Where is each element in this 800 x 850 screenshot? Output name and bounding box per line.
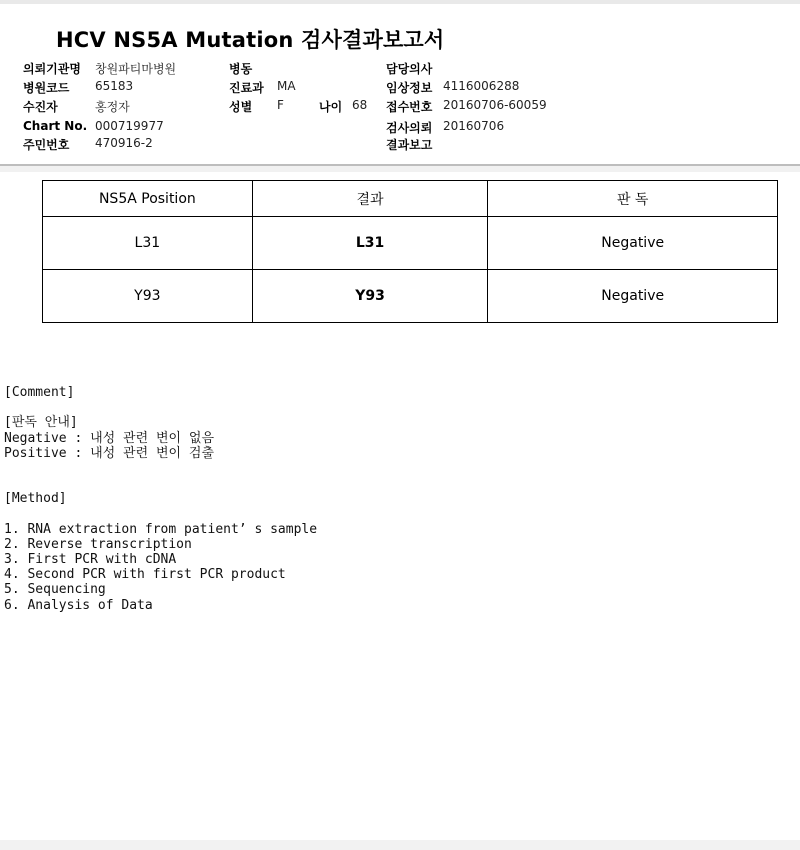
id-label: 주민번호 bbox=[23, 138, 70, 152]
method-step: 1. RNA extraction from patient’ s sample bbox=[4, 522, 318, 537]
method-step: 2. Reverse transcription bbox=[4, 537, 192, 552]
recipient-value: 홍정자 bbox=[95, 100, 130, 114]
hospital-label: 의뢰기관명 bbox=[23, 62, 81, 76]
column-header-result: 결과 bbox=[252, 181, 488, 217]
result-cell: Y93 bbox=[252, 270, 488, 323]
request-field bbox=[386, 119, 505, 136]
negative-guide: Negative : 내성 관련 변이 없음 bbox=[4, 431, 215, 446]
code-value: 65183 bbox=[95, 79, 134, 93]
hospital-value: 창원파티마병원 bbox=[95, 62, 177, 76]
age-field bbox=[319, 98, 368, 115]
clinical-value: 4116006288 bbox=[443, 79, 520, 93]
method-step: 5. Sequencing bbox=[4, 582, 106, 597]
sex-label: 성별 bbox=[229, 100, 253, 114]
chart-field bbox=[23, 119, 164, 133]
interpretation-cell: Negative bbox=[488, 270, 778, 323]
receipt-value: 20160706-60059 bbox=[443, 98, 547, 112]
ward-field bbox=[229, 60, 252, 77]
positive-guide: Positive : 내성 관련 변이 검출 bbox=[4, 446, 215, 461]
method-step: 3. First PCR with cDNA bbox=[4, 552, 177, 567]
doctor-field bbox=[386, 60, 432, 77]
sex-value: F bbox=[277, 98, 284, 112]
recipient-field bbox=[23, 98, 130, 115]
bottom-strip bbox=[0, 840, 800, 850]
position-cell: L31 bbox=[43, 217, 253, 270]
request-label: 검사의뢰 bbox=[386, 121, 433, 135]
id-value: 470916-2 bbox=[95, 136, 153, 150]
method-step: 4. Second PCR with first PCR product bbox=[4, 567, 286, 582]
clinical-label: 임상정보 bbox=[386, 81, 433, 95]
hospital-field bbox=[23, 60, 177, 77]
id-field bbox=[23, 136, 153, 153]
report-date-label: 결과보고 bbox=[386, 138, 433, 152]
report-date-field bbox=[386, 136, 432, 153]
header-shadow bbox=[0, 166, 800, 172]
code-label: 병원코드 bbox=[23, 81, 70, 95]
clinical-field bbox=[386, 79, 520, 96]
doctor-label: 담당의사 bbox=[386, 62, 433, 76]
chart-value: 000719977 bbox=[95, 119, 164, 133]
age-label: 나이 bbox=[319, 100, 343, 114]
request-value: 20160706 bbox=[443, 119, 505, 133]
position-cell: Y93 bbox=[43, 270, 253, 323]
chart-label: Chart No. bbox=[23, 119, 88, 133]
table-row bbox=[43, 217, 778, 270]
method-step: 6. Analysis of Data bbox=[4, 598, 153, 613]
report-title: HCV NS5A Mutation 검사결과보고서 bbox=[56, 28, 445, 52]
recipient-label: 수진자 bbox=[23, 100, 58, 114]
table-row bbox=[43, 270, 778, 323]
receipt-label: 접수번호 bbox=[386, 100, 433, 114]
interpretation-cell: Negative bbox=[488, 217, 778, 270]
comment-heading: [Comment] bbox=[4, 385, 75, 400]
ward-label: 병동 bbox=[229, 62, 253, 76]
column-header-interpretation: 판 독 bbox=[488, 181, 778, 217]
dept-field bbox=[229, 79, 296, 96]
sex-field bbox=[229, 98, 284, 115]
method-heading: [Method] bbox=[4, 491, 67, 506]
receipt-field bbox=[386, 98, 547, 115]
dept-value: MA bbox=[277, 79, 296, 93]
age-value: 68 bbox=[352, 98, 368, 112]
guide-heading: [판독 안내] bbox=[4, 415, 78, 430]
dept-label: 진료과 bbox=[229, 81, 264, 95]
table-header-row bbox=[43, 181, 778, 217]
code-field bbox=[23, 79, 134, 96]
column-header-position: NS5A Position bbox=[43, 181, 253, 217]
result-cell: L31 bbox=[252, 217, 488, 270]
mutation-result-table bbox=[42, 180, 778, 323]
